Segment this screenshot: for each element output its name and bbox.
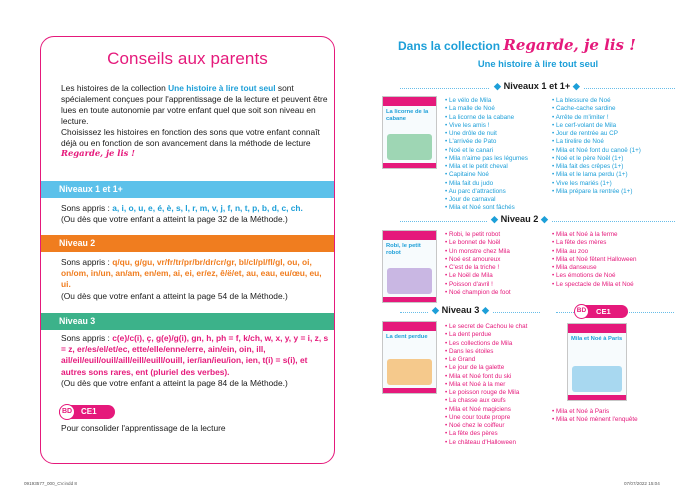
book-title: • Mila et le lama perdu (1+) (552, 171, 682, 179)
ce1-label: CE1 (81, 407, 97, 416)
cover-title: Robi, le petit robot (386, 243, 421, 256)
book-title: • La tirelire de Noé (552, 138, 682, 146)
book-title: • La malle de Noé (445, 105, 551, 113)
series-name: Une histoire à lire tout seul (168, 83, 276, 93)
cover-footer (383, 388, 436, 393)
method-page-note: (Ou dès que votre enfant a atteint la page 54 de la Méthode.) (61, 290, 288, 301)
book-title: • Le Grand (445, 356, 555, 364)
print-slug-date: 07/07/2022 15:04 (624, 481, 660, 486)
print-slug-file: 09193577_000_CV.indd 8 (24, 481, 77, 486)
section-label-n1 (490, 81, 584, 92)
book-title: • Mila et Noé sont fâchés (445, 204, 551, 212)
method-page-note: (Ou dès que votre enfant a atteint la page 84 de la Méthode.) (61, 377, 288, 388)
method-brand: Regarde, je lis ! (61, 148, 135, 159)
parents-advice-panel (40, 36, 335, 464)
book-title: • L'arrivée de Pato (445, 138, 551, 146)
bd-icon: BD (59, 404, 75, 420)
book-title: • Dans les étoiles (445, 348, 555, 356)
book-title: • Mila prépare la rentrée (1+) (552, 188, 682, 196)
diamond-icon: ◆ (570, 81, 580, 91)
book-title: • Au parc d'attractions (445, 188, 551, 196)
cover-footer (383, 163, 436, 168)
book-title: • Le jour de la galette (445, 364, 555, 372)
intro-text-part: Choisissez les histoires en fonction des sons que votre enfant connaît déjà ou en fonction de son avancement dans la méthode de lecture (61, 126, 320, 148)
book-title: • La licorne de la cabane (445, 114, 551, 122)
intro-text-part: Les histoires de la collection (61, 83, 169, 93)
sounds-label: Sons appris : (61, 257, 113, 267)
book-title: • Le vélo de Mila (445, 97, 551, 105)
book-title: • Robi, le petit robot (445, 231, 551, 239)
level-2-sounds (61, 257, 331, 302)
book-title: • Une drôle de nuit (445, 130, 551, 138)
book-title: • Noé chez le coiffeur (445, 422, 555, 430)
book-title: • La fête des pères (445, 430, 555, 438)
bd-icon: BD (574, 304, 589, 319)
cover-footer (568, 395, 626, 400)
diamond-icon: ◆ (491, 214, 501, 224)
titles-list-n2-col2 (552, 231, 682, 289)
titles-list-n1-col1 (445, 97, 551, 213)
cover-title: La dent perdue (386, 334, 428, 340)
book-title: • Le secret de Cachou le chat (445, 323, 555, 331)
book-title: • Jour de rentrée au CP (552, 130, 682, 138)
book-title: • C'est de la triche ! (445, 264, 551, 272)
book-title: • La dent perdue (445, 331, 555, 339)
book-cover-ce1 (567, 323, 627, 401)
titles-list-n1-col2 (552, 97, 682, 196)
book-cover-n1 (382, 96, 437, 169)
sounds-list: c(e)/c(i), ç, g(e)/g(i), gn, h, ph = f, k/ch, w, x, y, y = i, z, s = z, er/es/el/et/ec, ette/elle/enne/erre, ain/ein, oin, ill, ail/eil/euil/ouil/aill/eill/euill/ouill, ier/ian/ieu/ion, ien, t(i) = s(i), et autres sons rares, ent (pluriel des verbes). (61, 333, 329, 377)
book-title: • Noé est amoureux (445, 256, 551, 264)
book-title: • Noé et le canari (445, 147, 551, 155)
cover-band (383, 97, 436, 106)
section-label-text: Niveau 3 (441, 305, 480, 315)
book-title: • Vive les mariés (1+) (552, 180, 682, 188)
book-title: • Jour de carnaval (445, 196, 551, 204)
collection-brand: Regarde, je lis ! (503, 36, 636, 54)
level-3-band-label: Niveau 3 (59, 316, 96, 326)
book-title: • Mila fait du judo (445, 180, 551, 188)
book-title: • Mila et Noé à Paris (552, 408, 682, 416)
cover-title: Mila et Noé à Paris (571, 336, 623, 342)
cover-band (383, 322, 436, 331)
titles-list-n3 (445, 323, 555, 447)
diamond-icon: ◆ (494, 81, 504, 91)
method-page-note: (Ou dès que votre enfant a atteint la page 32 de la Méthode.) (61, 214, 288, 225)
cover-band (568, 324, 626, 333)
book-title: • Un monstre chez Mila (445, 248, 551, 256)
book-title: • Mila et Noé font du ski (445, 373, 555, 381)
book-title: • Le château d'Halloween (445, 439, 555, 447)
ce1-description: Pour consolider l'apprentissage de la lecture (61, 423, 226, 433)
section-label-n2 (487, 214, 552, 225)
level-3-band (41, 313, 334, 330)
book-title: • La blessure de Noé (552, 97, 682, 105)
book-title: • Arrête de m'imiter ! (552, 114, 682, 122)
book-title: • Le poisson rouge de Mila (445, 389, 555, 397)
book-title: • Poisson d'avril ! (445, 281, 551, 289)
sounds-label: Sons appris : (61, 333, 113, 343)
book-title: • Mila et Noé font du canoë (1+) (552, 147, 682, 155)
book-title: • Noé et le père Noël (1+) (552, 155, 682, 163)
book-title: • Vive les amis ! (445, 122, 551, 130)
book-title: • Mila n'aime pas les légumes (445, 155, 551, 163)
book-title: • Cache-cache sardine (552, 105, 682, 113)
level-1-band-label: Niveaux 1 et 1+ (59, 184, 123, 194)
book-cover-n2 (382, 230, 437, 303)
ce1-label: CE1 (596, 307, 611, 316)
level-2-band (41, 235, 334, 252)
book-title: • Le cerf-volant de Mila (552, 122, 682, 130)
collection-heading-text: Dans la collection (398, 39, 504, 53)
book-title: • Le spectacle de Mila et Noé (552, 281, 682, 289)
book-title: • Les émotions de Noé (552, 272, 682, 280)
cover-illustration (387, 268, 432, 294)
book-title: • Mila et Noé à la ferme (552, 231, 682, 239)
cover-title: La licorne de la cabane (386, 109, 429, 122)
cover-illustration (572, 366, 622, 392)
collection-subheading: Une histoire à lire tout seul (477, 58, 599, 69)
book-title: • Noé champion de foot (445, 289, 551, 297)
book-title: • Mila et Noé mènent l'enquête (552, 416, 682, 424)
book-title: • Mila et le petit cheval (445, 163, 551, 171)
sounds-label: Sons appris : (61, 203, 113, 213)
book-title: • Mila et Noé magiciens (445, 406, 555, 414)
section-label-text: Niveaux 1 et 1+ (503, 81, 571, 91)
cover-band (383, 231, 436, 240)
intro-text-part: sont spécialement conçues pour l'apprentissage de la lecture et peuvent être lues en toute autonomie par votre enfant quel que soit son niveau en lecture. (61, 83, 328, 126)
cover-illustration (387, 134, 432, 160)
book-title: • Le Noël de Mila (445, 272, 551, 280)
book-title: • Mila au zoo (552, 248, 682, 256)
level-3-sounds (61, 333, 331, 389)
cover-illustration (387, 359, 432, 385)
book-title: • Mila et Noé fêtent Halloween (552, 256, 682, 264)
book-title: • La chasse aux œufs (445, 397, 555, 405)
book-title: • Capitaine Noé (445, 171, 551, 179)
diamond-icon: ◆ (479, 305, 490, 315)
titles-list-n2-col1 (445, 231, 551, 297)
section-label-n3 (428, 305, 493, 316)
level-1-sounds (61, 203, 331, 225)
collection-heading (398, 36, 678, 54)
sounds-list: a, i, o, u, e, é, è, s, l, r, m, v, j, f, n, t, p, b, d, c, ch. (112, 203, 303, 213)
diamond-icon: ◆ (432, 305, 442, 315)
diamond-icon: ◆ (538, 214, 549, 224)
level-1-band (41, 181, 334, 198)
intro-text (61, 83, 329, 159)
section-label-text: Niveau 2 (500, 214, 539, 224)
book-cover-n3 (382, 321, 437, 394)
ce1-badge (59, 405, 115, 419)
book-title: • Mila fait des crêpes (1+) (552, 163, 682, 171)
panel-title: Conseils aux parents (107, 49, 268, 68)
level-2-band-label: Niveau 2 (59, 238, 96, 248)
book-title: • Le bonnet de Noël (445, 239, 551, 247)
book-title: • Mila et Noé à la mer (445, 381, 555, 389)
ce1-section-badge (576, 305, 628, 318)
cover-footer (383, 297, 436, 302)
book-title: • Mila danseuse (552, 264, 682, 272)
book-title: • Les collections de Mila (445, 340, 555, 348)
sounds-list: q/qu, g/gu, vr/fr/tr/pr/br/dr/cr/gr, bl/cl/pl/fl/gl, ou, oi, on/om, in/un, an/am, en/em, ai, ei, er/ez, ê/ë/et, au, eau, eu/œu, eu, ui. (61, 257, 322, 290)
book-title: • Une cour toute propre (445, 414, 555, 422)
book-title: • La fête des mères (552, 239, 682, 247)
titles-list-ce1 (552, 408, 682, 425)
